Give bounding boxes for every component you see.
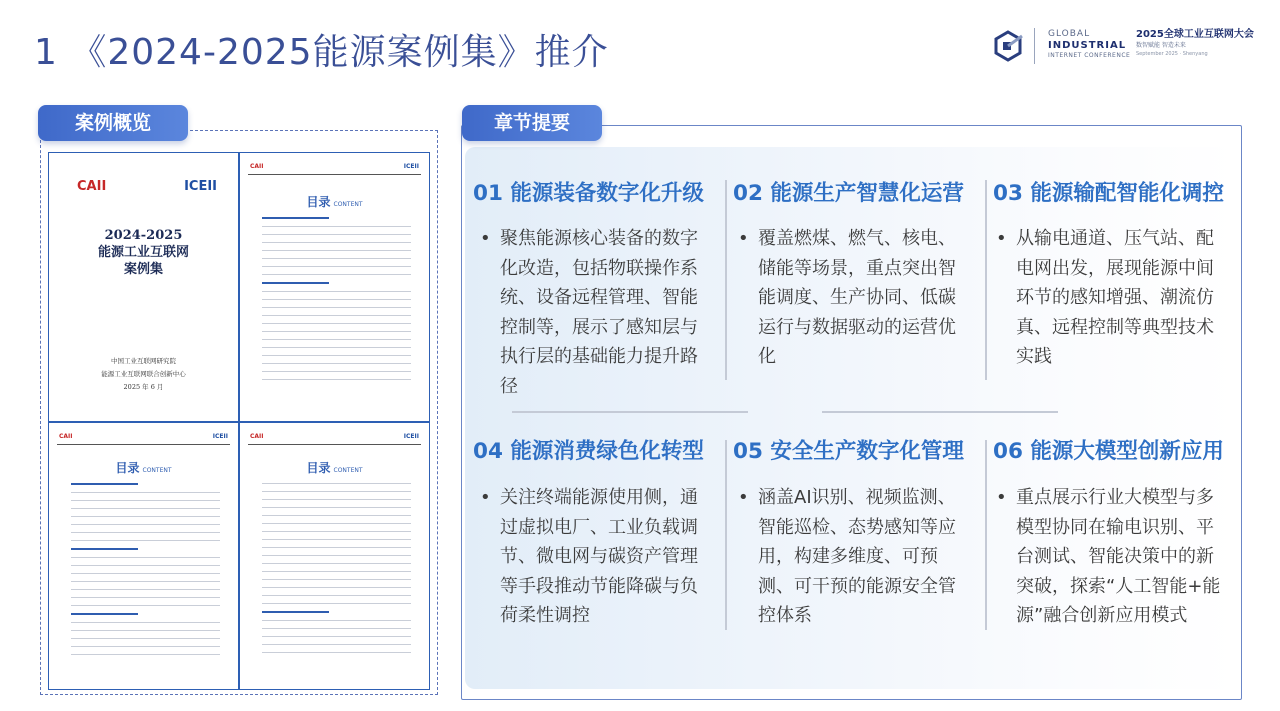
divider-vertical xyxy=(985,440,987,630)
divider-horizontal xyxy=(822,411,1058,413)
toc-page-thumbnail[interactable] xyxy=(239,422,430,690)
toc-logo-left: CAII xyxy=(250,163,264,170)
chapter-06-body: • 重点展示行业大模型与多模型协同在输电识别、平台测试、智能决策中的新突破，探索“人工智能+能源”融合创新应用模式 xyxy=(1016,483,1226,631)
page-title: 1 《2024-2025能源案例集》推介 xyxy=(34,32,609,73)
chapter-01-body: • 聚焦能源核心装备的数字化改造，包括物联操作系统、设备远程管理、智能控制等，展示了感知层与执行层的基础能力提升路径 xyxy=(500,224,710,401)
toc-title-cn: 目录 xyxy=(306,461,331,475)
chapter-02-title: 02 能源生产智慧化运营 xyxy=(733,181,964,206)
divider-vertical xyxy=(725,440,727,630)
logo-en-line1: GLOBAL xyxy=(1048,29,1091,39)
toc-logo-right: ICEII xyxy=(403,433,419,440)
summary-tab: 章节提要 xyxy=(462,105,602,141)
toc-title xyxy=(240,193,429,210)
toc-title-en: CONTENT xyxy=(333,467,363,474)
cover-logos xyxy=(77,179,217,193)
cover-org1: 中国工业互联网研究院 xyxy=(111,357,176,365)
iceii-logo: ICEII xyxy=(184,179,217,194)
overview-tab: 案例概览 xyxy=(38,105,188,141)
chapter-05-body: • 涵盖AI识别、视频监测、智能巡检、态势感知等应用，构建多维度、可预测、可干预的能源安全管控体系 xyxy=(758,483,968,631)
logo-divider xyxy=(1034,28,1035,64)
conference-logo xyxy=(992,28,1262,66)
chapter-06-title: 06 能源大模型创新应用 xyxy=(993,439,1224,464)
logo-chinese xyxy=(1136,30,1254,57)
toc-title xyxy=(240,459,429,476)
toc-title-en: CONTENT xyxy=(142,467,172,474)
toc-logo-left: CAII xyxy=(250,433,264,440)
toc-header xyxy=(248,161,421,175)
toc-logo-right: ICEII xyxy=(212,433,228,440)
toc-title-cn: 目录 xyxy=(306,195,331,209)
gii-logo-icon xyxy=(992,30,1024,62)
toc-lines xyxy=(262,483,411,660)
logo-english xyxy=(1048,30,1130,59)
toc-lines xyxy=(262,217,411,387)
cover-page-thumbnail[interactable] xyxy=(48,152,239,422)
cover-title-line2: 能源工业互联网 xyxy=(97,245,189,260)
logo-en-line3: INTERNET CONFERENCE xyxy=(1048,52,1131,59)
chapter-04-body: • 关注终端能源使用侧，通过虚拟电厂、工业负载调节、微电网与碳资产管理等手段推动节能降碳与负荷柔性调控 xyxy=(500,483,710,631)
conference-title: 2025全球工业互联网大会 xyxy=(1136,29,1254,40)
toc-lines xyxy=(71,483,220,662)
toc-logo-right: ICEII xyxy=(403,163,419,170)
chapter-05-title: 05 安全生产数字化管理 xyxy=(733,439,964,464)
cover-title-line3: 案例集 xyxy=(123,262,163,277)
cover-date: 2025 年 6 月 xyxy=(123,383,164,391)
cover-footer xyxy=(49,355,238,394)
cover-title-line1: 2024-2025 xyxy=(104,228,183,243)
divider-vertical xyxy=(725,180,727,380)
logo-en-line2: INDUSTRIAL xyxy=(1048,40,1127,51)
divider-horizontal xyxy=(512,411,748,413)
caii-logo: CAII xyxy=(77,179,107,194)
divider-vertical xyxy=(985,180,987,380)
conference-slogan: 数智赋能 智造未来 xyxy=(1136,42,1186,49)
chapter-03-body: • 从输电通道、压气站、配电网出发，展现能源中间环节的感知增强、潮流仿真、远程控制等典型技术实践 xyxy=(1016,224,1226,372)
toc-title xyxy=(49,459,238,476)
toc-logo-left: CAII xyxy=(59,433,73,440)
toc-title-en: CONTENT xyxy=(333,201,363,208)
chapter-02-body: • 覆盖燃煤、燃气、核电、储能等场景，重点突出智能调度、生产协同、低碳运行与数据驱动的运营优化 xyxy=(758,224,968,372)
toc-title-cn: 目录 xyxy=(115,461,140,475)
toc-page-thumbnail[interactable] xyxy=(48,422,239,690)
conference-date: September 2025 · Shenyang xyxy=(1136,51,1208,57)
cover-org2: 能源工业互联网联合创新中心 xyxy=(101,370,186,378)
chapter-03-title: 03 能源输配智能化调控 xyxy=(993,181,1224,206)
toc-header xyxy=(248,431,421,445)
chapter-01-title: 01 能源装备数字化升级 xyxy=(473,181,704,206)
chapter-04-title: 04 能源消费绿色化转型 xyxy=(473,439,704,464)
toc-page-thumbnail[interactable] xyxy=(239,152,430,422)
toc-header xyxy=(57,431,230,445)
cover-title xyxy=(49,227,238,278)
